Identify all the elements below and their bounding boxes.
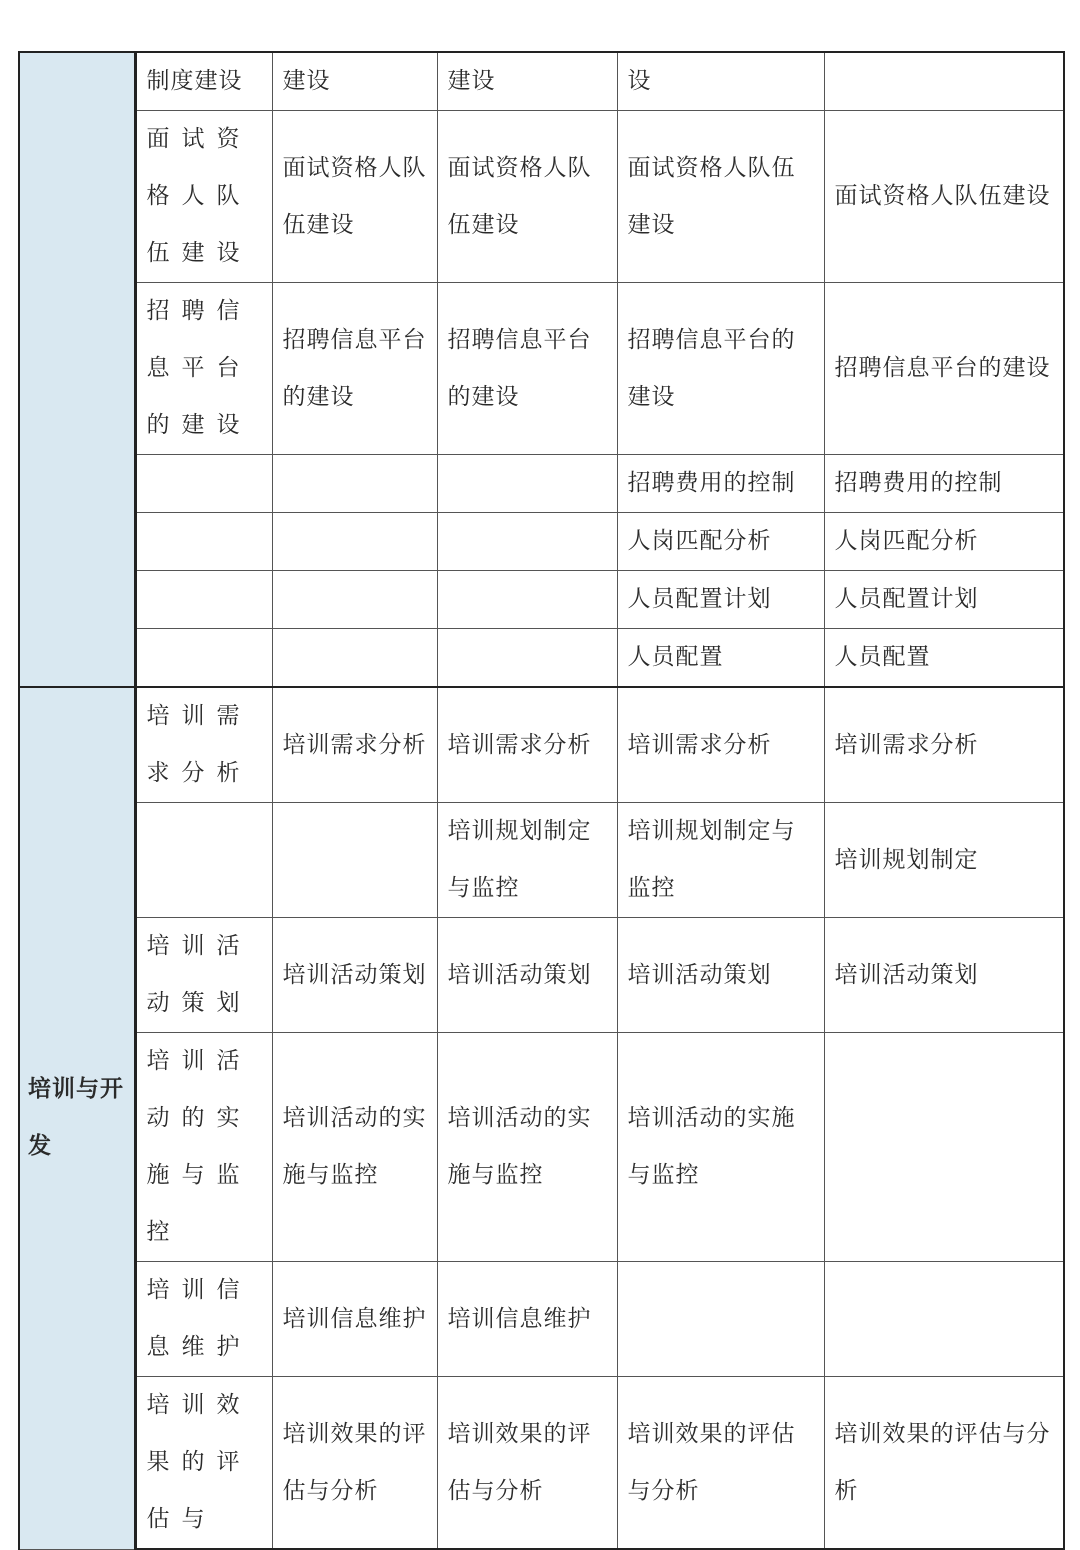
- table-cell: 设: [617, 52, 824, 111]
- table-row: [19, 571, 1064, 629]
- table-cell: 培训活动策划: [272, 918, 437, 1033]
- table-cell: 建设: [437, 52, 617, 111]
- table-row: [19, 687, 1064, 803]
- table-cell: 培训需求分析: [617, 687, 824, 803]
- table-row: [19, 455, 1064, 513]
- table-row: [19, 283, 1064, 455]
- table-cell: 制度建设: [135, 52, 272, 111]
- table-cell: [135, 803, 272, 918]
- table-cell: 面试资格人队伍建设: [824, 111, 1064, 283]
- table-row: [19, 803, 1064, 918]
- table-cell: 培训需求分析: [135, 687, 272, 803]
- table-cell: 招聘信息平台的建设: [617, 283, 824, 455]
- table-cell: [437, 629, 617, 688]
- table-cell: 人岗匹配分析: [617, 513, 824, 571]
- table-cell: 培训效果的评估与分析: [437, 1377, 617, 1550]
- table-cell: 培训活动的实施与监控: [617, 1033, 824, 1262]
- table-cell: 人员配置: [617, 629, 824, 688]
- table-cell: 培训活动的实施与监控: [437, 1033, 617, 1262]
- table-cell: 培训需求分析: [824, 687, 1064, 803]
- table-cell: 培训活动策划: [437, 918, 617, 1033]
- table-cell: [272, 571, 437, 629]
- table-cell: 人员配置计划: [824, 571, 1064, 629]
- table-cell: 建设: [272, 52, 437, 111]
- table-cell: 招聘信息平台的建设: [437, 283, 617, 455]
- table-cell: [437, 455, 617, 513]
- table-cell: [824, 1033, 1064, 1262]
- table-row: [19, 918, 1064, 1033]
- table-cell: 培训需求分析: [272, 687, 437, 803]
- table-cell: 人岗匹配分析: [824, 513, 1064, 571]
- table-cell: [437, 513, 617, 571]
- table-cell: 面试资格人队伍建设: [135, 111, 272, 283]
- table-cell: 人员配置计划: [617, 571, 824, 629]
- table-cell: 招聘信息平台的建设: [135, 283, 272, 455]
- table-cell: 培训活动策划: [617, 918, 824, 1033]
- table-cell: 培训规划制定: [824, 803, 1064, 918]
- category-cell: [19, 52, 135, 687]
- table-cell: 人员配置: [824, 629, 1064, 688]
- table-row: [19, 1377, 1064, 1550]
- table-row: [19, 1262, 1064, 1377]
- table-cell: 培训活动的实施与监控: [272, 1033, 437, 1262]
- table-cell: [272, 803, 437, 918]
- table-cell: 培训信息维护: [437, 1262, 617, 1377]
- table-cell: 培训效果的评估与分析: [272, 1377, 437, 1550]
- hr-functions-table: [18, 51, 1065, 1550]
- table-cell: [824, 52, 1064, 111]
- table-cell: 招聘信息平台的建设: [824, 283, 1064, 455]
- table-row: [19, 513, 1064, 571]
- table-row: [19, 1033, 1064, 1262]
- table-cell: 面试资格人队伍建设: [272, 111, 437, 283]
- table-cell: [135, 571, 272, 629]
- table-cell: 培训活动策划: [135, 918, 272, 1033]
- table-cell: 培训效果的评估与: [135, 1377, 272, 1550]
- table-cell: [272, 513, 437, 571]
- table-cell: [824, 1262, 1064, 1377]
- table-cell: [617, 1262, 824, 1377]
- table-cell: [437, 571, 617, 629]
- table-cell: [135, 629, 272, 688]
- table-cell: 培训活动的实施与监控: [135, 1033, 272, 1262]
- table-cell: 培训需求分析: [437, 687, 617, 803]
- table-cell: 招聘信息平台的建设: [272, 283, 437, 455]
- table-cell: [272, 629, 437, 688]
- category-cell: 培训与开发: [19, 687, 135, 1549]
- table-cell: 培训活动策划: [824, 918, 1064, 1033]
- table-row: [19, 52, 1064, 111]
- table-cell: 培训效果的评估与分析: [824, 1377, 1064, 1550]
- table-cell: 培训信息维护: [272, 1262, 437, 1377]
- table-cell: 招聘费用的控制: [824, 455, 1064, 513]
- table-cell: [272, 455, 437, 513]
- table-cell: [135, 455, 272, 513]
- table-cell: 招聘费用的控制: [617, 455, 824, 513]
- table-cell: 培训规划制定与监控: [437, 803, 617, 918]
- table-cell: 培训规划制定与监控: [617, 803, 824, 918]
- table-row: [19, 111, 1064, 283]
- table-cell: [135, 513, 272, 571]
- table-cell: 面试资格人队伍建设: [617, 111, 824, 283]
- table-cell: 培训效果的评估与分析: [617, 1377, 824, 1550]
- table-cell: 面试资格人队伍建设: [437, 111, 617, 283]
- table-cell: 培训信息维护: [135, 1262, 272, 1377]
- table-row: [19, 629, 1064, 688]
